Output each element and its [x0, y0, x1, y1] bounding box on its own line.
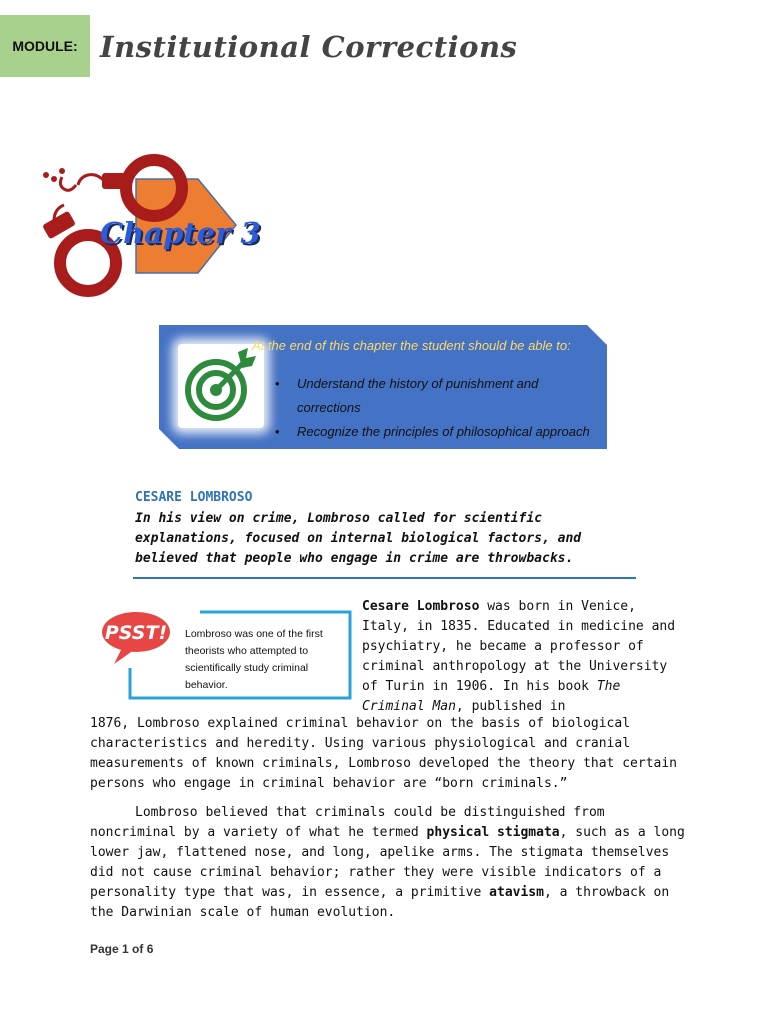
key-term: atavism — [489, 885, 544, 900]
key-term: physical stigmata — [426, 825, 560, 840]
psst-badge-text: PSST! — [104, 622, 168, 644]
psst-note: Lombroso was one of the first theorists who attempted to scientifically study criminal behavior. — [185, 628, 323, 691]
psst-badge-icon — [102, 612, 170, 664]
objectives-heading: At the end of this chapter the student should be able to: — [252, 338, 571, 353]
module-title: Institutional Corrections — [100, 30, 518, 64]
module-label: MODULE: — [12, 38, 78, 54]
objectives-list — [275, 372, 595, 444]
section-divider — [133, 577, 636, 579]
section-lead: In his view on crime, Lombroso called for scientific explanations, focused on internal biological factors, and believed that people who engage in crime are throwbacks. — [135, 511, 582, 566]
section-heading: CESARE LOMBROSO — [135, 490, 253, 505]
bio-text: was born in Venice, Italy, in 1835. Educated in medicine and psychiatry, he became a professor of criminal anthropology at the University of Turin in 1906. In his book — [362, 599, 676, 694]
chapter-title: Chapter 3 — [100, 216, 261, 250]
bio-text: , published in — [455, 699, 566, 714]
objective-item: • Recognize the principles of philosophical approach — [275, 420, 595, 444]
module-tag — [0, 15, 90, 77]
body-text: Lombroso believed that criminals could be distinguished from noncriminal by a variety of what he termed — [90, 805, 605, 840]
bio-paragraph-continued: 1876, Lombroso explained criminal behavior on the basis of biological characteristics and heredity. Using various physiological and cranial measurements of known criminals, Lombroso developed the theory that certain persons who engage in criminal behavior are “born criminals.” — [90, 716, 677, 791]
book-title: The Criminal Man — [362, 679, 621, 714]
bio-paragraph — [362, 597, 682, 717]
page-number: Page 1 of 6 — [90, 942, 154, 956]
target-icon — [182, 348, 260, 424]
body-text: , a throwback on the Darwinian scale of human evolution. — [90, 885, 670, 920]
objective-item: • Understand the history of punishment and corrections — [275, 372, 595, 420]
body-paragraph — [90, 803, 690, 923]
bio-name: Cesare Lombroso — [362, 599, 480, 614]
body-text: , such as a long lower jaw, flattened nose, and long, apelike arms. The stigmata themselves did not cause criminal behavior; rather they were visible indicators of a personality type that was, in essence, a primitive — [90, 825, 685, 900]
target-image-frame — [178, 344, 264, 428]
